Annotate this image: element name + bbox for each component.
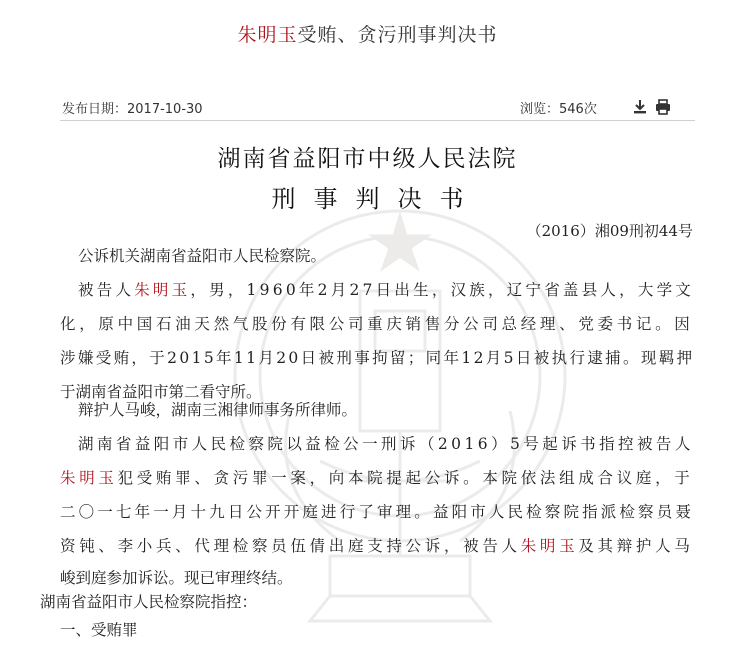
judgement-line [40,590,257,612]
court-name: 湖南省益阳市中级人民法院 [217,146,518,172]
title-text: 受贿、贪污刑事判决书 [297,24,498,46]
judgement-line [78,398,357,420]
meta-bar [62,98,675,118]
judgement-line [60,566,293,588]
title-defendant-name: 朱明玉 [237,24,298,46]
document-type: 刑事判决书 [271,185,482,213]
line-text: 涉嫌受贿，于2015年11月20日被刑事拘留；同年12月5日被执行逮捕。现羁押 [60,349,695,367]
case-number: （2016）湘09刑初44号 [526,222,693,240]
line-text: 犯受贿罪、贪污罪一案，向本院提起公诉。本院依法组成合议庭，于 [117,469,694,487]
publish-date: 发布日期：2017-10-30 [62,102,203,117]
judgement-line [60,466,694,488]
line-text: 资钝、李小兵、代理检察员伍倩出庭支持公诉，被告人 [60,537,521,555]
judgement-line [60,534,694,556]
print-icon[interactable] [654,98,672,116]
defendant-name: 朱明玉 [520,537,579,555]
line-text: 化，原中国石油天然气股份有限公司重庆销售分公司总经理、党委书记。因 [60,315,694,333]
line-text: 二〇一七年一月十九日公开开庭进行了审理。益阳市人民检察院指派检察员聂 [60,503,695,521]
judgement-line [78,278,694,300]
judgement-line [60,618,138,640]
line-text: 被告人 [78,281,135,299]
judgement-line [60,500,694,522]
line-text: ，男，1960年2月27日出生，汉族，辽宁省盖县人，大学文 [190,281,695,299]
view-count: 浏览：546次 [520,102,597,117]
judgement-line [78,244,326,266]
line-text: 湖南省益阳市人民检察院指控： [40,593,258,611]
line-text: 公诉机关湖南省益阳市人民检察院。 [78,247,327,265]
line-text: 于湖南省益阳市第二看守所。 [60,383,262,401]
line-text: 及其辩护人马 [578,537,694,555]
line-text: 辩护人马峻，湖南三湘律师事务所律师。 [78,401,358,419]
page-title [0,20,735,47]
download-icon[interactable] [632,98,648,116]
line-text: 一、受贿罪 [60,621,138,639]
judgement-line [60,346,694,368]
line-text: 湖南省益阳市人民检察院以益检公一刑诉（2016）5号起诉书指控被告人 [78,435,694,453]
judgement-line [78,432,694,454]
judgement-line [60,312,694,334]
defendant-name: 朱明玉 [134,281,191,299]
defendant-name: 朱明玉 [60,469,118,487]
line-text: 峻到庭参加诉讼。现已审理终结。 [60,569,293,587]
